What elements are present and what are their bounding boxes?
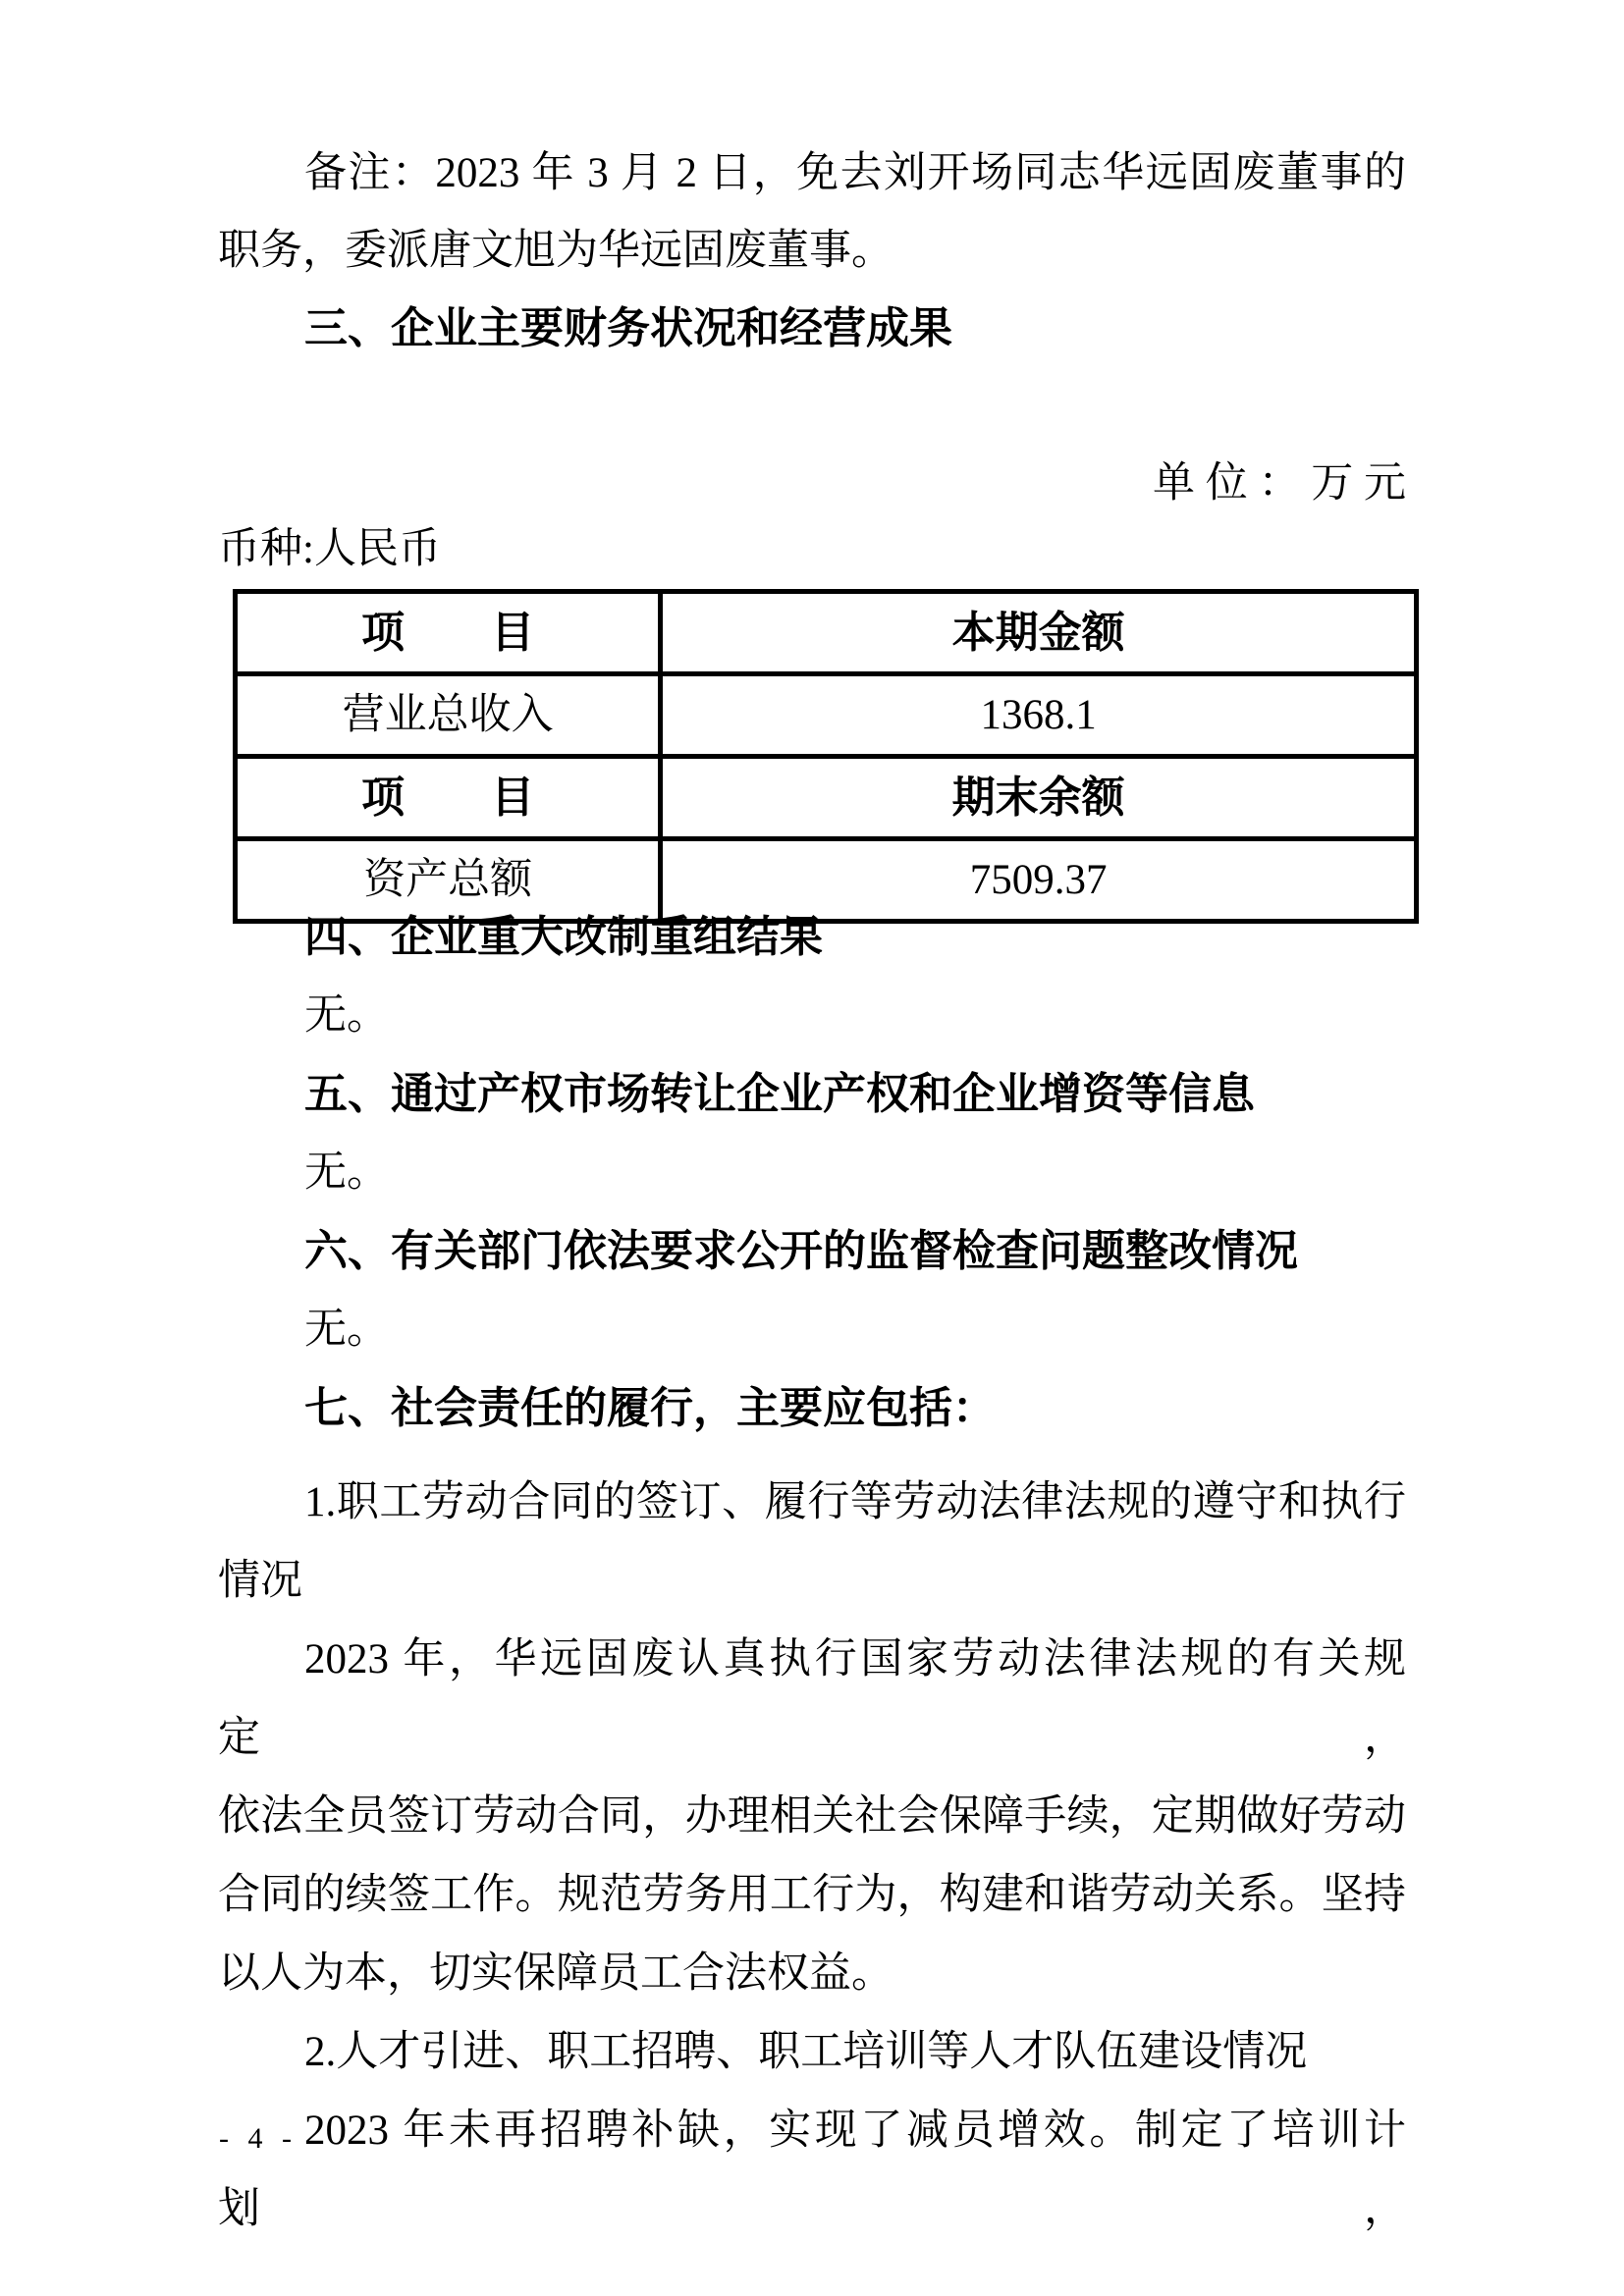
table-header-row-period-end xyxy=(236,757,1417,839)
report-sections-block xyxy=(218,898,1406,2249)
section-7-paragraph-2-line-1: 2023 年未再招聘补缺，实现了减员增效。制定了培训计划， xyxy=(218,2108,1406,2232)
section-7-item-1-line-2: 情况 xyxy=(218,1558,302,1604)
current-amount-header-cell: 本期金额 xyxy=(661,592,1417,674)
item-header-cell: 项 目 xyxy=(236,592,661,674)
section-5-body: 无。 xyxy=(304,1149,389,1196)
unit-label: 单 位 ： 万 元 xyxy=(1153,460,1406,507)
section-7-paragraph-1-line-3: 合同的续签工作。规范劳务用工行为，构建和谐劳动关系。坚持 xyxy=(218,1872,1406,1918)
ending-balance-header-cell: 期末余额 xyxy=(661,757,1417,839)
remark-line-1: 备注：2023 年 3 月 2 日，免去刘开场同志华远固废董事的 xyxy=(304,150,1406,196)
section-7-paragraph-1-line-4: 以人为本，切实保障员工合法权益。 xyxy=(218,1950,893,1997)
page-number: - 4 - xyxy=(219,2122,298,2155)
section-4-body: 无。 xyxy=(304,992,389,1039)
section-4-heading: 四、企业重大改制重组结果 xyxy=(304,913,823,961)
financial-table xyxy=(233,589,1419,924)
report-top-block xyxy=(218,134,1406,924)
section-7-heading: 七、社会责任的履行，主要应包括： xyxy=(304,1384,996,1432)
blank-line xyxy=(218,367,1406,445)
total-assets-value-cell: 7509.37 xyxy=(661,839,1417,922)
item-header-cell-2: 项 目 xyxy=(236,757,661,839)
total-revenue-value-cell: 1368.1 xyxy=(661,674,1417,757)
section-7-item-2: 2.人才引进、职工招聘、职工培训等人才队伍建设情况 xyxy=(304,2029,1308,2075)
table-header-row-current-period xyxy=(236,592,1417,674)
section-7-item-1-line-1: 1.职工劳动合同的签订、履行等劳动法律法规的遵守和执行 xyxy=(304,1479,1406,1525)
section-7-paragraph-1-line-1: 2023 年，华远固废认真执行国家劳动法律法规的有关规定， xyxy=(218,1636,1406,1761)
remark-line-2: 职务，委派唐文旭为华远固废董事。 xyxy=(218,228,893,274)
section-7-paragraph-1-line-2: 依法全员签订劳动合同，办理相关社会保障手续，定期做好劳动 xyxy=(218,1793,1406,1840)
table-row-total-revenue xyxy=(236,674,1417,757)
currency-label: 币种:人民币 xyxy=(218,526,441,572)
section-6-body: 无。 xyxy=(304,1307,389,1353)
total-revenue-label-cell: 营业总收入 xyxy=(236,674,661,757)
section-3-heading: 三、企业主要财务状况和经营成果 xyxy=(304,304,952,352)
total-assets-label-cell: 资产总额 xyxy=(236,839,661,922)
section-5-heading: 五、通过产权市场转让企业产权和企业增资等信息 xyxy=(304,1070,1255,1118)
section-6-heading: 六、有关部门依法要求公开的监督检查问题整改情况 xyxy=(304,1227,1298,1275)
